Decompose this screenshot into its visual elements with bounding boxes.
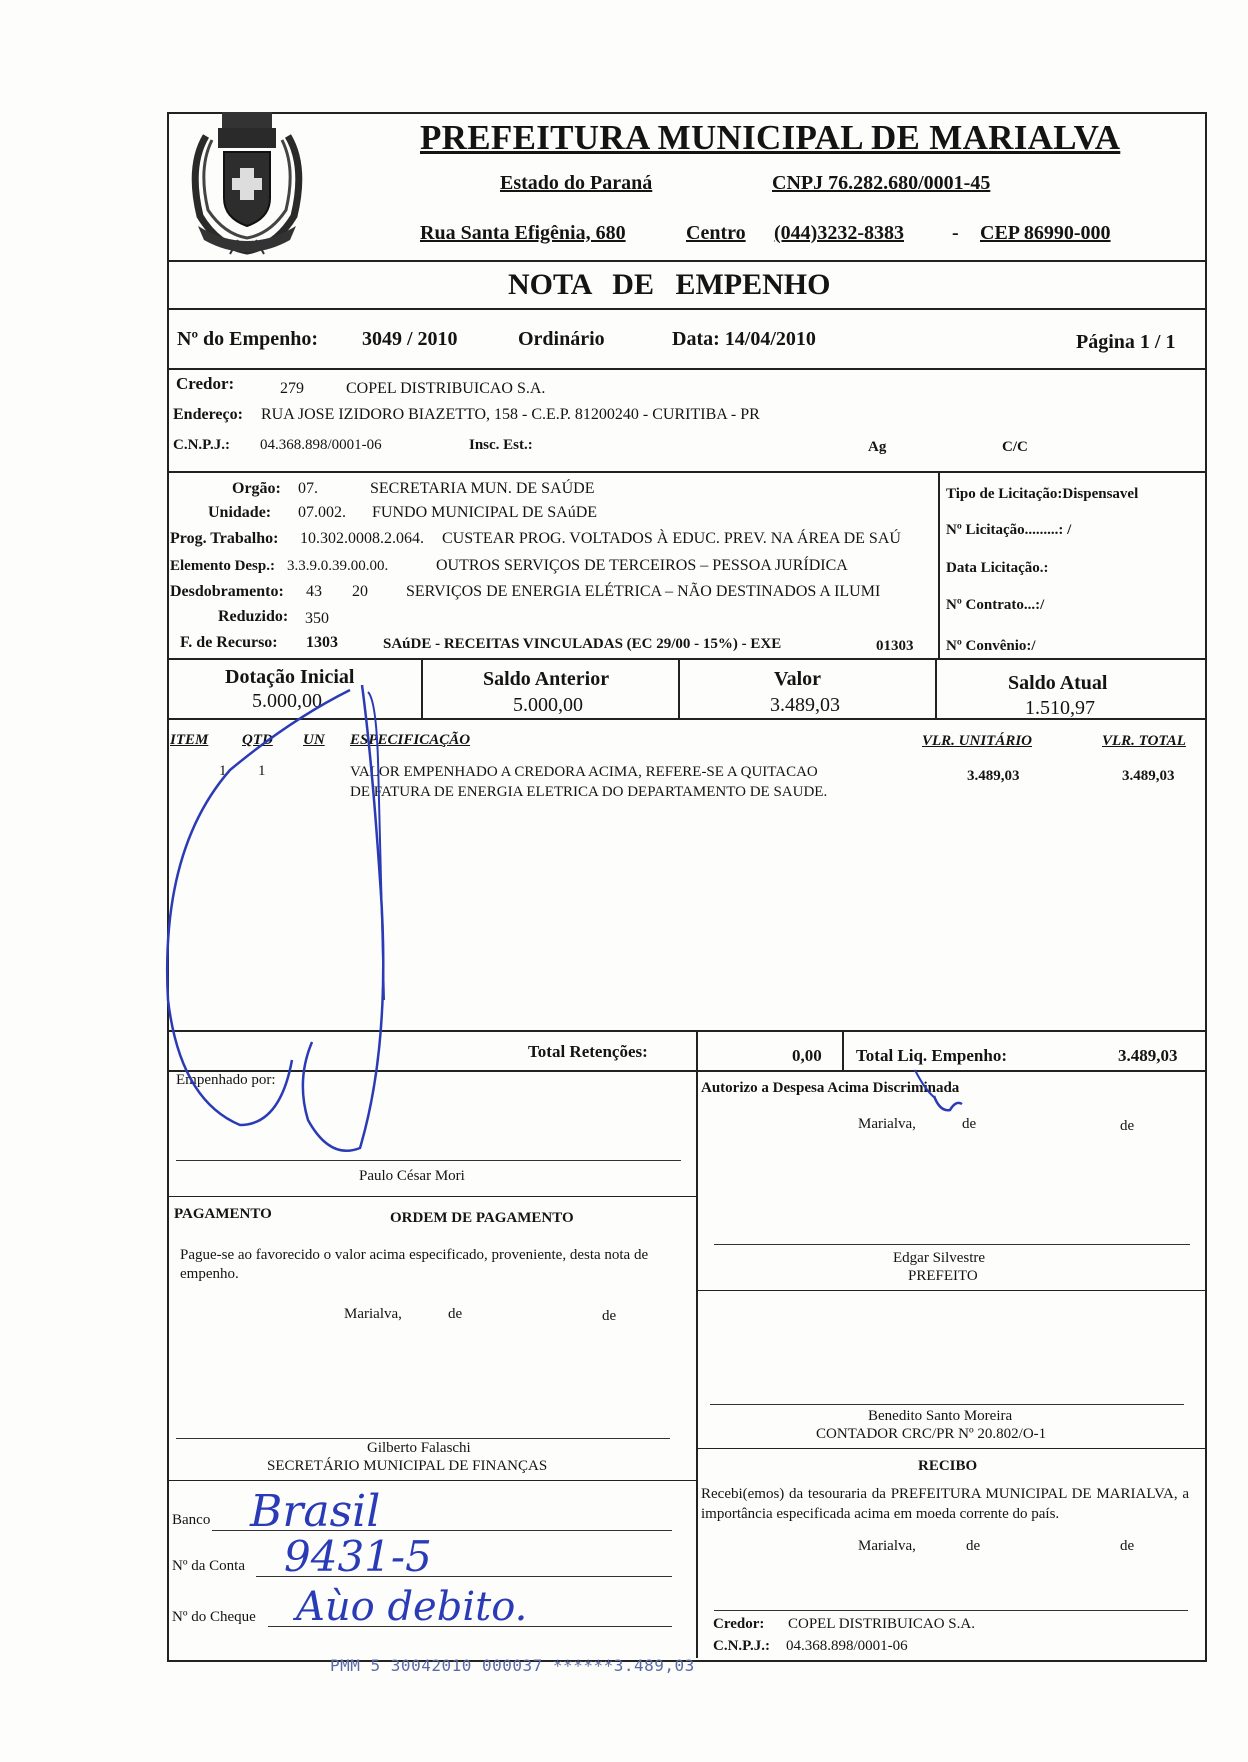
elemento-code: 3.3.9.0.39.00.00. <box>287 558 389 574</box>
contador-signer: Benedito Santo Moreira <box>868 1408 1013 1424</box>
item-unit-price: 3.489,03 <box>967 768 1020 784</box>
item-total: 3.489,03 <box>1122 768 1175 784</box>
col-header-qtd: QTD <box>242 732 273 748</box>
recibo-credor-label: Credor: <box>713 1616 765 1632</box>
recibo-cnpj: 04.368.898/0001-06 <box>786 1638 908 1654</box>
prog-label: Prog. Trabalho: <box>170 530 279 547</box>
liquido-value: 3.489,03 <box>1118 1046 1178 1065</box>
banco-label: Banco <box>172 1512 211 1528</box>
credor-cnpj: 04.368.898/0001-06 <box>260 437 382 453</box>
unidade-label: Unidade: <box>208 504 272 521</box>
empenho-number: 3049 / 2010 <box>362 328 458 350</box>
recibo-credor-name: COPEL DISTRIBUICAO S.A. <box>788 1616 975 1632</box>
recurso-label: F. de Recurso: <box>180 634 278 651</box>
contrato-numero: Nº Contrato...:/ <box>946 597 1045 613</box>
col-header-un: UN <box>303 732 325 748</box>
ordem-pagamento-label: ORDEM DE PAGAMENTO <box>390 1210 574 1226</box>
conta-label: Nº da Conta <box>172 1558 245 1574</box>
recurso-name: SAúDE - RECEITAS VINCULADAS (EC 29/00 - 15%) - EXE <box>383 636 782 652</box>
autorizo-place: Marialva, <box>858 1116 916 1132</box>
desdobramento-name: SERVIÇOS DE ENERGIA ELÉTRICA – NÃO DESTINADOS A ILUMI <box>406 583 881 600</box>
desdobramento-label: Desdobramento: <box>170 583 284 600</box>
insc-label: Insc. Est.: <box>469 437 533 453</box>
retencoes-label: Total Retenções: <box>528 1042 648 1061</box>
saldo-atual-value: 1.510,97 <box>1025 697 1095 719</box>
contador-role: CONTADOR CRC/PR Nº 20.802/O-1 <box>816 1426 1047 1442</box>
payment-stamp: PMM 5 30042010 000037 ******3.489,03 <box>330 1656 695 1675</box>
header-cnpj: CNPJ 76.282.680/0001-45 <box>772 172 991 194</box>
elemento-name: OUTROS SERVIÇOS DE TERCEIROS – PESSOA JURÍDICA <box>436 557 848 574</box>
elemento-label: Elemento Desp.: <box>170 558 275 574</box>
desdobramento-code: 43 <box>306 583 322 600</box>
cheque-label: Nº do Cheque <box>172 1609 256 1625</box>
recibo-de2: de <box>1120 1538 1135 1554</box>
licitacao-data: Data Licitação.: <box>946 560 1049 576</box>
valor-label: Valor <box>774 668 822 690</box>
address-label: Endereço: <box>173 406 243 423</box>
credor-code: 279 <box>280 380 304 397</box>
unidade-name: FUNDO MUNICIPAL DE SAúDE <box>372 504 598 521</box>
page-number: Página 1 / 1 <box>1076 331 1176 353</box>
item-spec-line1: VALOR EMPENHADO A CREDORA ACIMA, REFERE-SE A QUITACAO <box>350 764 818 780</box>
licitacao-tipo: Tipo de Licitação:Dispensavel <box>946 486 1139 502</box>
saldo-anterior-value: 5.000,00 <box>513 694 583 716</box>
licitacao-numero: Nº Licitação.........: / <box>946 522 1072 538</box>
empenho-type: Ordinário <box>518 328 605 350</box>
dotacao-inicial-label: Dotação Inicial <box>225 666 355 688</box>
credor-address: RUA JOSE IZIDORO BIAZETTO, 158 - C.E.P. 81200240 - CURITIBA - PR <box>261 406 760 423</box>
saldo-atual-label: Saldo Atual <box>1008 672 1108 694</box>
valor-value: 3.489,03 <box>770 694 840 716</box>
empenho-label: Nº do Empenho: <box>177 328 319 350</box>
recibo-title: RECIBO <box>918 1458 978 1474</box>
empenhado-name: Paulo César Mori <box>359 1168 465 1184</box>
header-cep: CEP 86990-000 <box>980 222 1111 244</box>
credor-label: Credor: <box>176 374 235 393</box>
reduzido-label: Reduzido: <box>218 608 289 625</box>
financas-role: SECRETÁRIO MUNICIPAL DE FINANÇAS <box>267 1458 548 1474</box>
pagamento-text: Pague-se ao favorecido o valor acima especificado, proveniente, desta nota de empenho. <box>180 1247 649 1282</box>
desdobramento-subcode: 20 <box>352 583 368 600</box>
pagamento-place: Marialva, <box>344 1306 402 1322</box>
reduzido-value: 350 <box>305 610 329 627</box>
saldo-anterior-label: Saldo Anterior <box>483 668 610 690</box>
cc-label: C/C <box>1002 439 1028 455</box>
liquido-label: Total Liq. Empenho: <box>856 1046 1007 1065</box>
page-title: PREFEITURA MUNICIPAL DE MARIALVA <box>420 118 1121 157</box>
pagamento-label: PAGAMENTO <box>174 1206 272 1222</box>
dotacao-inicial-value: 5.000,00 <box>252 690 322 712</box>
item-qtd: 1 <box>258 763 266 779</box>
pagamento-de2: de <box>602 1308 617 1324</box>
retencoes-value: 0,00 <box>792 1046 822 1065</box>
autorizo-label: Autorizo a Despesa Acima Discriminada <box>701 1080 960 1096</box>
orgao-label: Orgão: <box>232 480 281 497</box>
financas-signer: Gilberto Falaschi <box>367 1440 471 1456</box>
prog-name: CUSTEAR PROG. VOLTADOS À EDUC. PREV. NA ÁREA DE SAÚ <box>442 530 901 547</box>
recurso-subcode: 01303 <box>876 638 914 654</box>
item-number: 1 <box>219 763 227 779</box>
document-title: NOTA DE EMPENHO <box>508 268 831 301</box>
recibo-place: Marialva, <box>858 1538 916 1554</box>
cnpj-label: C.N.P.J.: <box>173 437 230 453</box>
header-street: Rua Santa Efigênia, 680 <box>420 222 626 244</box>
recibo-cnpj-label: C.N.P.J.: <box>713 1638 770 1654</box>
pagamento-de1: de <box>448 1306 463 1322</box>
banco-handwritten: Brasil <box>250 1486 381 1537</box>
unidade-code: 07.002. <box>298 504 346 521</box>
prefeito-signer: Edgar Silvestre <box>893 1250 986 1266</box>
conta-handwritten: 9431-5 <box>284 1532 432 1581</box>
orgao-code: 07. <box>298 480 318 497</box>
col-header-total: VLR. TOTAL <box>1102 733 1186 749</box>
prefeito-role: PREFEITO <box>908 1268 978 1284</box>
state-name: Estado do Paraná <box>500 172 653 194</box>
credor-name: COPEL DISTRIBUICAO S.A. <box>346 380 546 397</box>
header-dash: - <box>952 222 959 244</box>
empenho-date: Data: 14/04/2010 <box>672 328 816 350</box>
autorizo-de1: de <box>962 1116 977 1132</box>
recibo-de1: de <box>966 1538 981 1554</box>
header-phone: (044)3232-8383 <box>774 222 904 244</box>
convenio-numero: Nº Convênio:/ <box>946 638 1036 654</box>
recurso-code: 1303 <box>306 634 338 651</box>
col-header-spec: ESPECIFICAÇÃO <box>350 732 471 748</box>
autorizo-de2: de <box>1120 1118 1135 1134</box>
prog-code: 10.302.0008.2.064. <box>300 530 424 547</box>
header-district: Centro <box>686 222 746 244</box>
col-header-unit-price: VLR. UNITÁRIO <box>922 733 1033 749</box>
empenhado-label: Empenhado por: <box>176 1072 276 1088</box>
cheque-handwritten: Aùo debito. <box>296 1584 528 1630</box>
recibo-text: Recebi(emos) da tesouraria da PREFEITURA MUNICIPAL DE MARIALVA, a importância especificada acima em moeda corrente do país. <box>701 1486 1189 1522</box>
ag-label: Ag <box>868 439 887 455</box>
col-header-item: ITEM <box>170 732 209 748</box>
orgao-name: SECRETARIA MUN. DE SAÚDE <box>370 480 595 497</box>
item-spec-line2: DE FATURA DE ENERGIA ELETRICA DO DEPARTAMENTO DE SAUDE. <box>350 784 828 800</box>
